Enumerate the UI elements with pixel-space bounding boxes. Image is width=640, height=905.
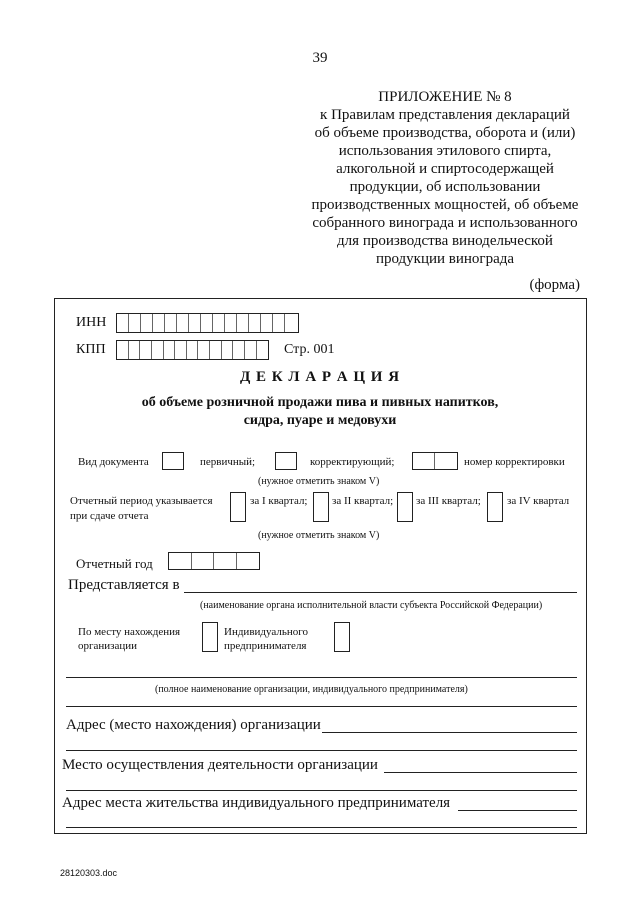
- declaration-subtitle-1: об объеме розничной продажи пива и пивных напитков,: [141, 395, 499, 410]
- appendix-line: об объеме производства, оборота и (или): [314, 125, 576, 141]
- declaration-title: Д Е К Л А Р А Ц И Я: [239, 369, 401, 385]
- ip-address-input[interactable]: [458, 810, 577, 811]
- activity-place-input-line2[interactable]: [66, 790, 577, 791]
- org-location-label-2: организации: [78, 640, 138, 652]
- appendix-line: для производства винодельческой: [337, 233, 553, 249]
- activity-place-input[interactable]: [384, 772, 577, 773]
- org-location-checkbox[interactable]: [202, 622, 218, 652]
- year-label: Отчетный год: [76, 556, 153, 571]
- ip-address-input-line2[interactable]: [66, 827, 577, 828]
- doc-type-label: Вид документа: [78, 456, 149, 468]
- primary-checkbox[interactable]: [162, 452, 184, 470]
- corrective-label: корректирующий;: [310, 456, 395, 468]
- submitted-to-hint: (наименование органа исполнительной власти субъекта Российской Федерации): [200, 600, 543, 611]
- appendix-line: производственных мощностей, об объеме: [311, 197, 579, 213]
- q2-label: за II квартал;: [332, 495, 394, 507]
- period-hint: (нужное отметить знаком V): [258, 530, 380, 541]
- appendix-header: [310, 88, 580, 268]
- form-label: (форма): [529, 277, 580, 293]
- q3-label: за III квартал;: [416, 495, 481, 507]
- inn-field[interactable]: [116, 313, 299, 333]
- correction-number-label: номер корректировки: [464, 456, 565, 468]
- declaration-subtitle-2: сидра, пуаре и медовухи: [243, 413, 397, 428]
- org-address-label: Адрес (место нахождения) организации: [66, 717, 321, 733]
- appendix-title: ПРИЛОЖЕНИЕ № 8: [378, 89, 512, 105]
- ip-location-label-1: Индивидуального: [224, 626, 308, 638]
- appendix-line: алкогольной и спиртосодержащей: [336, 161, 554, 177]
- appendix-line: продукции винограда: [375, 251, 515, 267]
- page-counter: Стр. 001: [284, 342, 335, 357]
- year-field[interactable]: [168, 552, 260, 570]
- q1-label: за I квартал;: [250, 495, 308, 507]
- appendix-line: к Правилам представления деклараций: [320, 107, 570, 123]
- primary-label: первичный;: [200, 456, 256, 468]
- ip-address-label: Адрес места жительства индивидуального предпринимателя: [62, 795, 451, 811]
- org-location-label-1: По месту нахождения: [78, 626, 181, 638]
- q3-checkbox[interactable]: [397, 492, 413, 522]
- q4-checkbox[interactable]: [487, 492, 503, 522]
- doc-type-hint: (нужное отметить знаком V): [258, 476, 380, 487]
- document-footer: 28120303.doc: [60, 868, 118, 878]
- corrective-checkbox[interactable]: [275, 452, 297, 470]
- q2-checkbox[interactable]: [313, 492, 329, 522]
- inn-label: ИНН: [76, 315, 107, 330]
- org-address-input-line2[interactable]: [66, 750, 577, 751]
- period-label-1: Отчетный период указывается: [70, 495, 213, 507]
- submitted-to-label: Представляется в: [68, 577, 180, 593]
- period-label-2: при сдаче отчета: [70, 510, 149, 522]
- q1-checkbox[interactable]: [230, 492, 246, 522]
- kpp-label: КПП: [76, 342, 106, 357]
- full-name-input-line2[interactable]: [66, 706, 577, 707]
- q4-label: за IV квартал: [507, 495, 570, 507]
- correction-number-field[interactable]: [412, 452, 458, 470]
- activity-place-label: Место осуществления деятельности организации: [62, 757, 378, 773]
- ip-location-checkbox[interactable]: [334, 622, 350, 652]
- ip-location-label-2: предпринимателя: [224, 640, 307, 652]
- full-name-input[interactable]: [66, 677, 577, 678]
- org-address-input[interactable]: [322, 732, 577, 733]
- submitted-to-input[interactable]: [184, 592, 577, 593]
- appendix-line: продукции, об использовании: [349, 179, 541, 195]
- kpp-field[interactable]: [116, 340, 269, 360]
- page-number: 39: [312, 50, 328, 66]
- appendix-line: использования этилового спирта,: [338, 143, 552, 159]
- appendix-line: собранного винограда и использованного: [312, 215, 578, 231]
- full-name-hint: (полное наименование организации, индивидуального предпринимателя): [155, 684, 468, 695]
